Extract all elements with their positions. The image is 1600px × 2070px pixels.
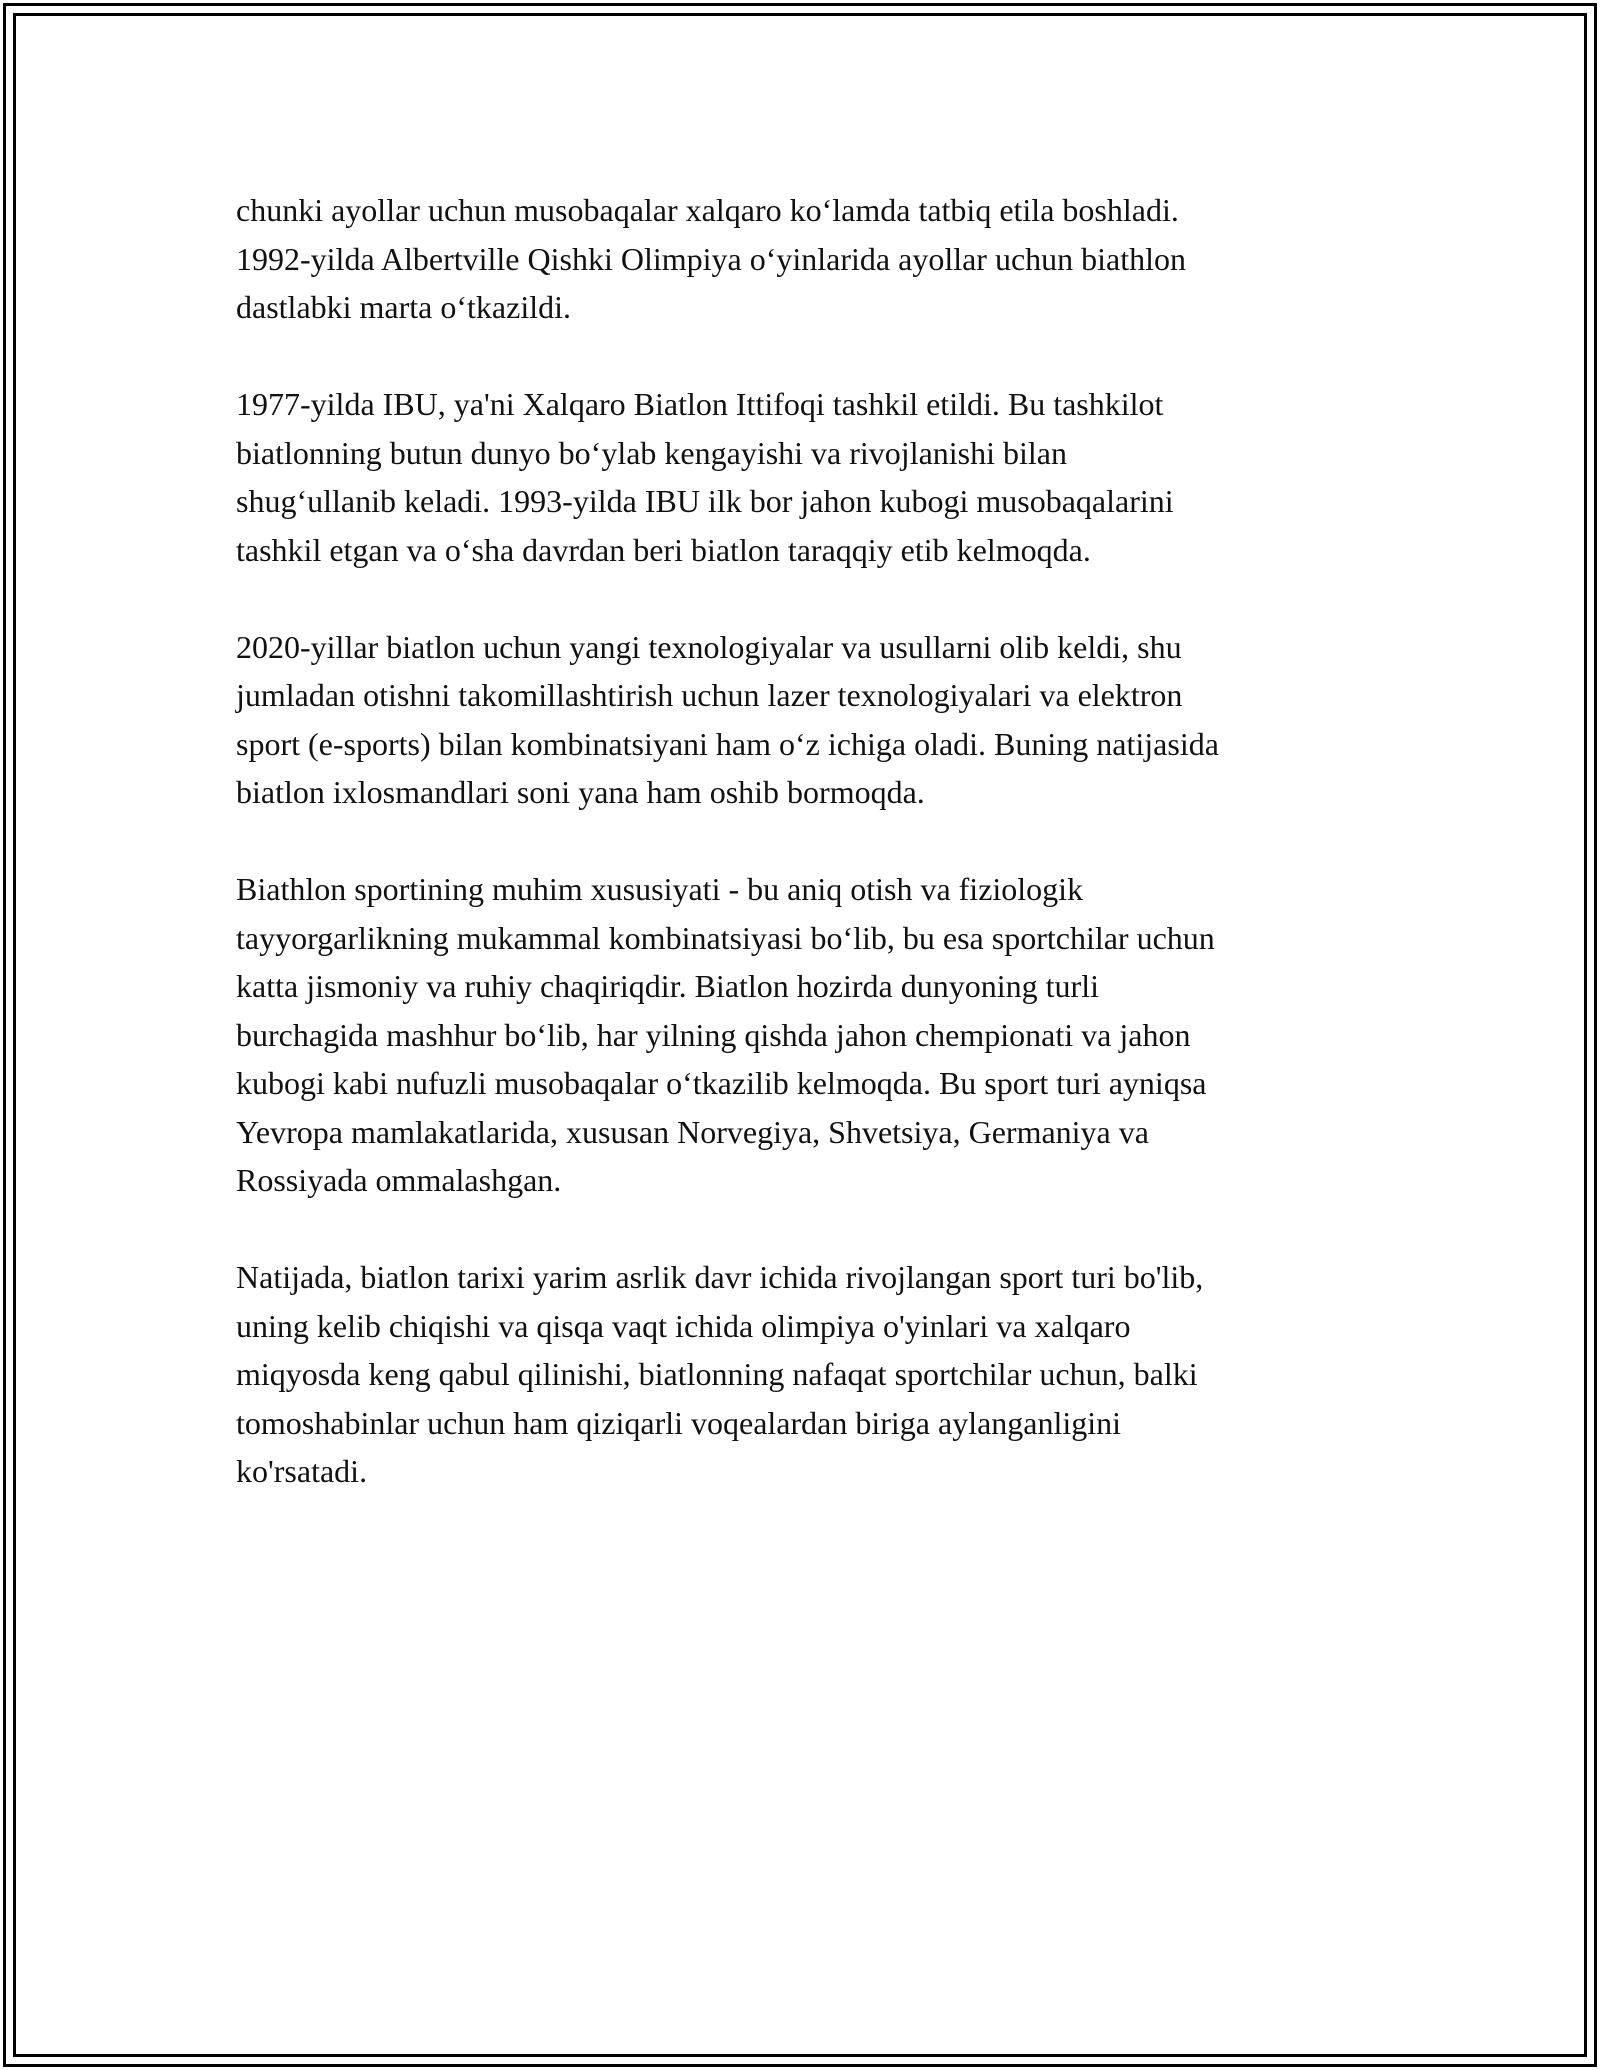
text-line: 1977-yilda IBU, ya'ni Xalqaro Biatlon Ittifoqi tashkil etildi. Bu tashkilot: [236, 386, 1164, 422]
text-line: miqyosda keng qabul qilinishi, biatlonning nafaqat sportchilar uchun, balki: [236, 1356, 1198, 1392]
paragraph-women-biathlon: [236, 186, 1386, 332]
text-line: uning kelib chiqishi va qisqa vaqt ichida olimpiya o'yinlari va xalqaro: [236, 1307, 1131, 1344]
text-line: 1992-yilda Albertville Qishki Olimpiya oʻyinlarida ayollar uchun biathlon: [236, 240, 1187, 277]
text-line: Yevropa mamlakatlarida, xususan Norvegiya, Shvetsiya, Germaniya va: [236, 1113, 1149, 1150]
text-line: 2020-yillar biatlon uchun yangi texnologiyalar va usullarni olib keldi, shu: [236, 628, 1182, 665]
text-line: katta jismoniy va ruhiy chaqiriqdir. Biatlon hozirda dunyoning turli: [236, 968, 1099, 1004]
paragraph-2020s-technology: [236, 623, 1386, 817]
text-line: ko'rsatadi.: [236, 1453, 368, 1489]
text-line: chunki ayollar uchun musobaqalar xalqaro koʻlamda tatbiq etila boshladi.: [236, 192, 1179, 228]
text-line: tayyorgarlikning mukammal kombinatsiyasi boʻlib, bu esa sportchilar uchun: [236, 919, 1215, 956]
text-line: Natijada, biatlon tarixi yarim asrlik davr ichida rivojlangan sport turi bo'lib,: [236, 1259, 1204, 1295]
document-body: [236, 186, 1386, 1544]
text-line: sport (e-sports) bilan kombinatsiyani ham oʻz ichiga oladi. Buning natijasida: [236, 725, 1219, 762]
text-line: dastlabki marta oʻtkazildi.: [236, 289, 571, 325]
text-line: Rossiyada ommalashgan.: [236, 1162, 562, 1198]
text-line: biatlonning butun dunyo boʻylab kengayishi va rivojlanishi bilan: [236, 434, 1067, 471]
text-line: tomoshabinlar uchun ham qiziqarli voqealardan biriga aylanganligini: [236, 1404, 1122, 1441]
text-line: Biathlon sportining muhim xususiyati - bu aniq otish va fiziologik: [236, 871, 1084, 907]
text-line: biatlon ixlosmandlari soni yana ham oshib bormoqda.: [236, 774, 925, 810]
text-line: jumladan otishni takomillashtirish uchun lazer texnologiyalari va elektron: [236, 677, 1183, 713]
text-line: burchagida mashhur boʻlib, har yilning qishda jahon chempionati va jahon: [236, 1016, 1191, 1053]
text-line: shugʻullanib keladi. 1993-yilda IBU ilk bor jahon kubogi musobaqalarini: [236, 483, 1174, 519]
text-line: tashkil etgan va oʻsha davrdan beri biatlon taraqqiy etib kelmoqda.: [236, 531, 1091, 568]
paragraph-biathlon-features: [236, 865, 1386, 1205]
paragraph-conclusion: [236, 1253, 1386, 1496]
paragraph-ibu-history: [236, 380, 1386, 574]
text-line: kubogi kabi nufuzli musobaqalar oʻtkazilib kelmoqda. Bu sport turi ayniqsa: [236, 1065, 1207, 1101]
